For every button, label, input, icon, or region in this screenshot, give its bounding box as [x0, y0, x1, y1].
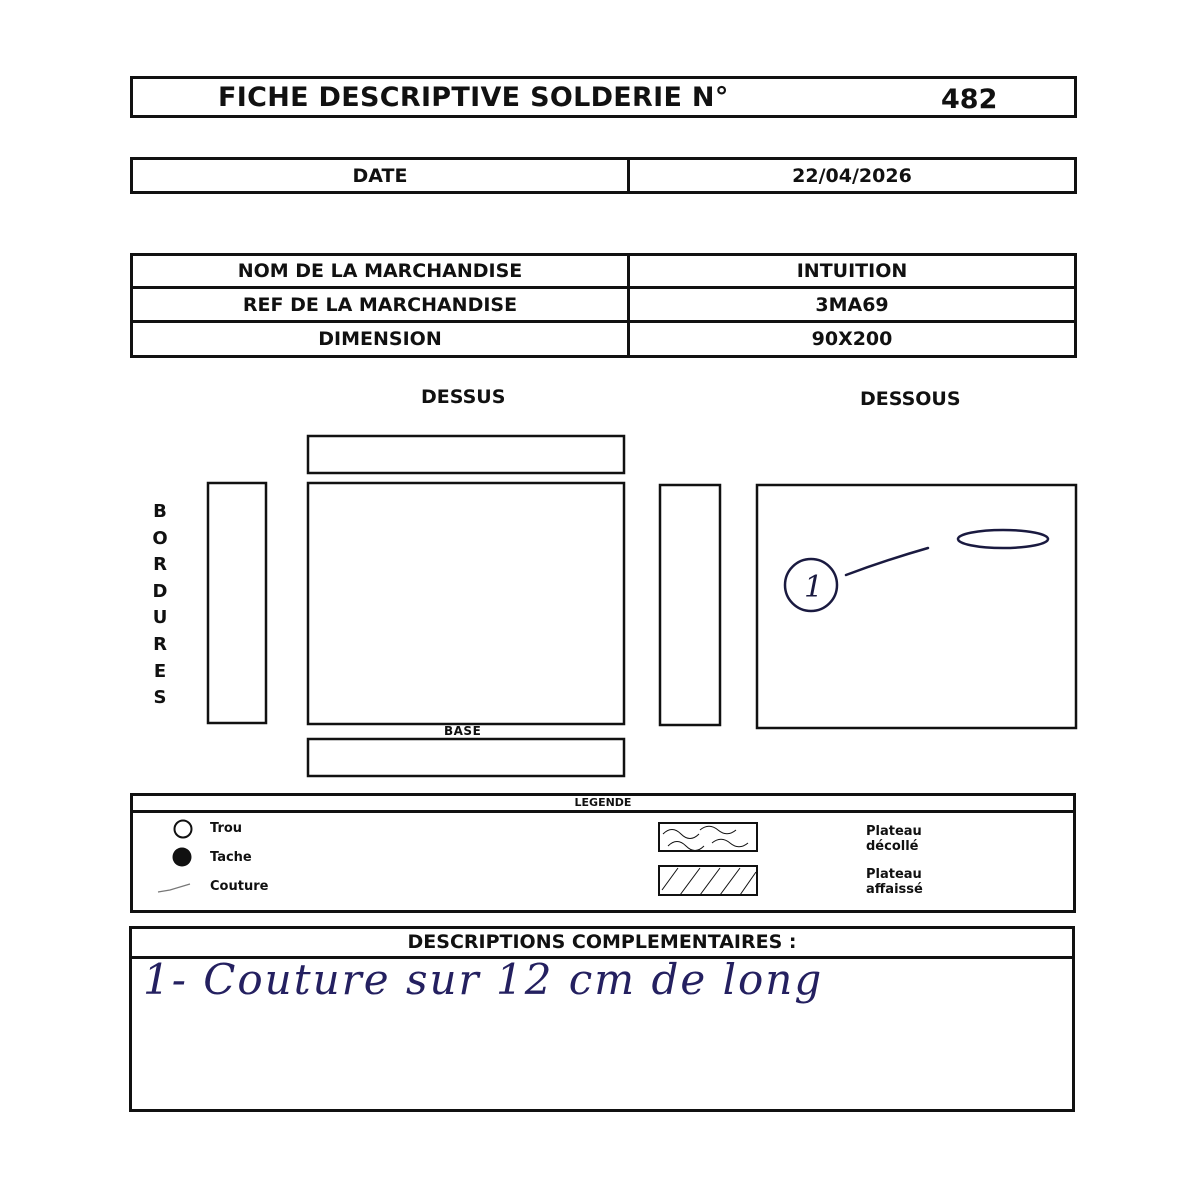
- descriptions-title: DESCRIPTIONS COMPLEMENTAIRES :: [132, 929, 1072, 959]
- legend-title: LEGENDE: [133, 796, 1073, 813]
- filled-circle-icon: [173, 848, 192, 867]
- legend-plateau-affaisse-label: Plateau affaissé: [866, 867, 923, 897]
- base-label: BASE: [444, 724, 482, 738]
- hatch-pattern-icon: [659, 866, 757, 895]
- bordures-letter: B: [153, 501, 167, 522]
- bordures-letter: U: [152, 607, 168, 629]
- dessous-label: DESSOUS: [860, 388, 961, 410]
- hollow-circle-icon: [175, 821, 192, 838]
- legend-couture-label: Couture: [210, 879, 269, 894]
- merch-ref-value: 3MA69: [815, 293, 889, 316]
- date-label: DATE: [133, 160, 630, 191]
- merch-ref-label: REF DE LA MARCHANDISE: [133, 289, 630, 320]
- descriptions-box: [129, 926, 1075, 1112]
- dessus-label: DESSUS: [421, 386, 506, 408]
- date-value: 22/04/2026: [792, 164, 912, 187]
- form-title: FICHE DESCRIPTIVE SOLDERIE N°: [218, 82, 729, 113]
- wavy-pattern-icon: [659, 823, 757, 851]
- bordures-letter: R: [153, 554, 167, 576]
- merch-name-value: INTUITION: [796, 260, 908, 282]
- bordures-letter: S: [153, 687, 167, 709]
- bordures-letter: O: [152, 527, 168, 549]
- bordures-letter: R: [153, 633, 167, 655]
- legend-tache-label: Tache: [210, 850, 252, 865]
- form-number: 482: [941, 84, 998, 115]
- merch-name-label: NOM DE LA MARCHANDISE: [133, 256, 630, 286]
- legend-plateau-decolle-label: Plateau décollé: [866, 824, 922, 854]
- bordures-letter: D: [152, 580, 168, 602]
- marker-number: 1: [804, 570, 824, 605]
- legend-trou-label: Trou: [210, 821, 243, 836]
- merch-dimension-label: DIMENSION: [133, 323, 630, 355]
- handwritten-note: 1- Couture sur 12 cm de long: [143, 955, 824, 1004]
- seam-line-icon: [158, 884, 190, 892]
- bordures-letter: E: [153, 660, 167, 682]
- merch-dimension-value: 90X200: [811, 328, 893, 350]
